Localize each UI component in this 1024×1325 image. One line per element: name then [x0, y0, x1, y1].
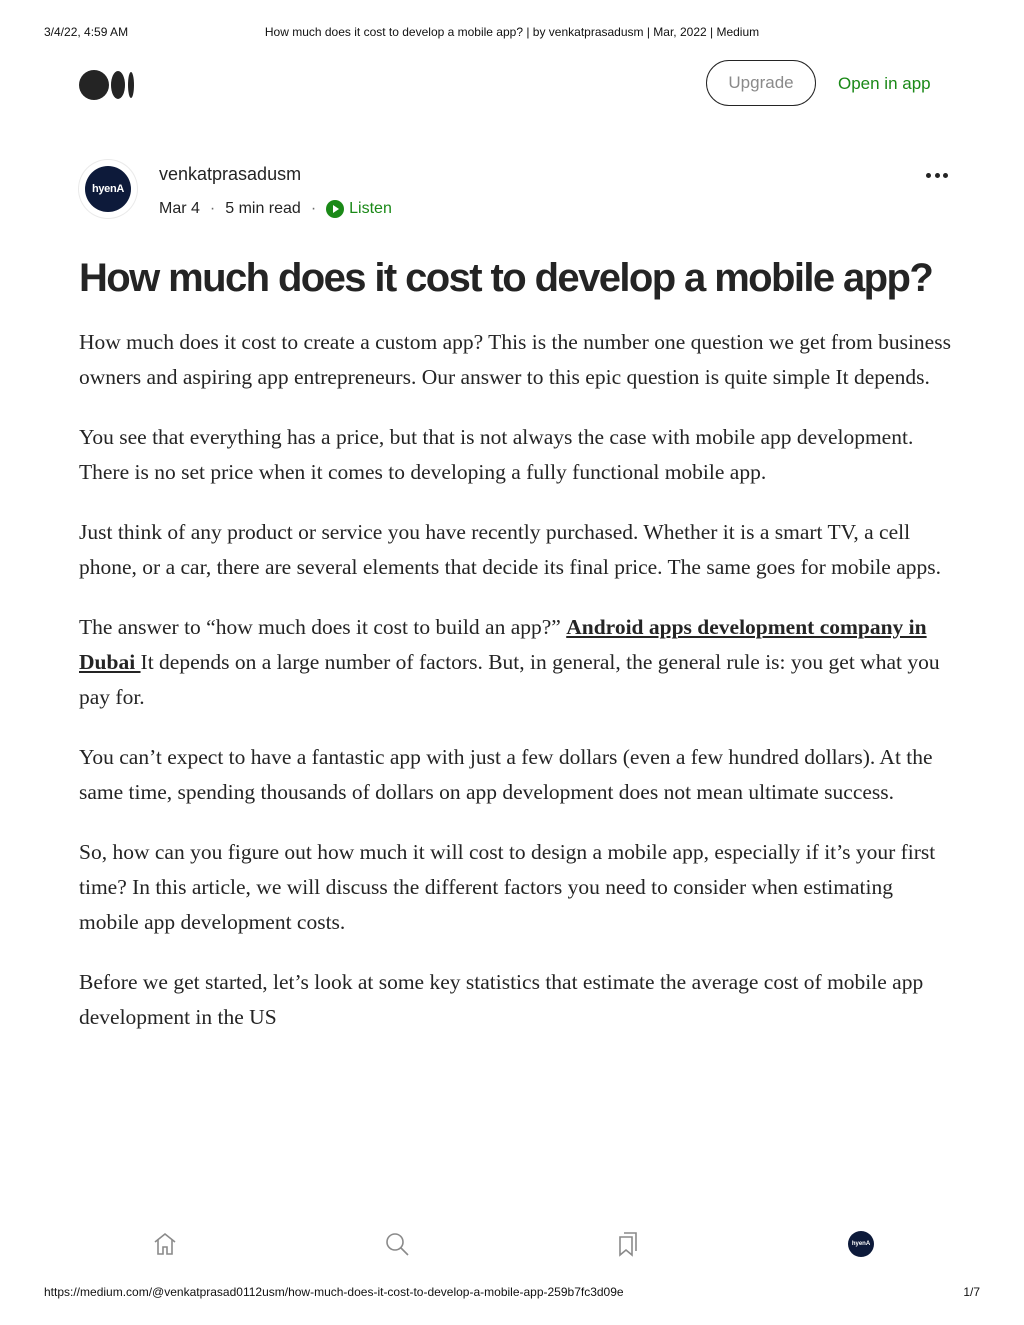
- more-options-icon[interactable]: [926, 173, 948, 179]
- print-page-title: How much does it cost to develop a mobile app? | by venkatprasadusm | Mar, 2022 | Medium: [264, 25, 760, 39]
- author-name[interactable]: venkatprasadusm: [159, 164, 302, 184]
- paragraph-text: It depends on a large number of factors. But, in general, the general rule is: you get what you pay for.: [79, 650, 940, 709]
- meta-separator: ·: [310, 200, 317, 217]
- publish-date: Mar 4: [159, 200, 200, 217]
- print-url: https://medium.com/@venkatprasad0112usm/how-much-does-it-cost-to-develop-a-mobile-app-259b7fc3d09e: [44, 1285, 624, 1299]
- article-paragraph: So, how can you figure out how much it will cost to design a mobile app, especially if it’s your first time? In this article, we will discuss the different factors you need to consider when estimating mobile app development costs.: [79, 840, 936, 934]
- article-paragraph: [79, 610, 954, 715]
- print-header: [0, 25, 1024, 41]
- article-paragraph: Before we get started, let’s look at some key statistics that estimate the average cost of mobile app development in the US: [79, 970, 924, 1029]
- print-page-number: 1/7: [963, 1285, 980, 1299]
- article-paragraph: You see that everything has a price, but that is not always the case with mobile app development. There is no set price when it comes to developing a fully functional mobile app.: [79, 425, 914, 484]
- upgrade-button[interactable]: Upgrade: [706, 60, 816, 106]
- article-title: How much does it cost to develop a mobile app?: [79, 256, 933, 300]
- medium-logo-icon[interactable]: [79, 70, 139, 100]
- print-footer: [0, 1285, 1024, 1301]
- article-paragraph: How much does it cost to create a custom app? This is the number one question we get from business owners and aspiring app entrepreneurs. Our answer to this epic question is quite simple It depends.: [79, 330, 951, 389]
- author-avatar[interactable]: [79, 160, 137, 218]
- paragraph-text: The answer to “how much does it cost to build an app?”: [79, 615, 567, 639]
- print-datetime: 3/4/22, 4:59 AM: [44, 25, 129, 39]
- home-icon[interactable]: [147, 1226, 183, 1262]
- open-in-app-link[interactable]: Open in app: [838, 74, 931, 93]
- search-icon[interactable]: [379, 1226, 415, 1262]
- meta-separator: ·: [209, 200, 216, 217]
- author-avatar-text: hyenA: [85, 166, 131, 212]
- article-body: [79, 325, 954, 1060]
- article-meta: [159, 200, 392, 218]
- article-paragraph: You can’t expect to have a fantastic app with just a few dollars (even a few hundred dollars). At the same time, spending thousands of dollars on app development does not mean ultimate success.: [79, 745, 933, 804]
- play-icon: [326, 200, 344, 218]
- bookmarks-icon[interactable]: [610, 1226, 646, 1262]
- listen-button[interactable]: [326, 200, 392, 218]
- article-paragraph: Just think of any product or service you have recently purchased. Whether it is a smart TV, a cell phone, or a car, there are several elements that decide its final price. The same goes for mobile apps.: [79, 520, 941, 579]
- listen-label: Listen: [349, 200, 392, 217]
- nav-avatar-text: hyenA: [848, 1231, 874, 1257]
- android-apps-development-link[interactable]: Android apps development company in Dubai: [79, 615, 927, 674]
- bottom-nav: [0, 1226, 1024, 1262]
- profile-avatar[interactable]: [843, 1226, 879, 1262]
- read-time: 5 min read: [225, 200, 301, 217]
